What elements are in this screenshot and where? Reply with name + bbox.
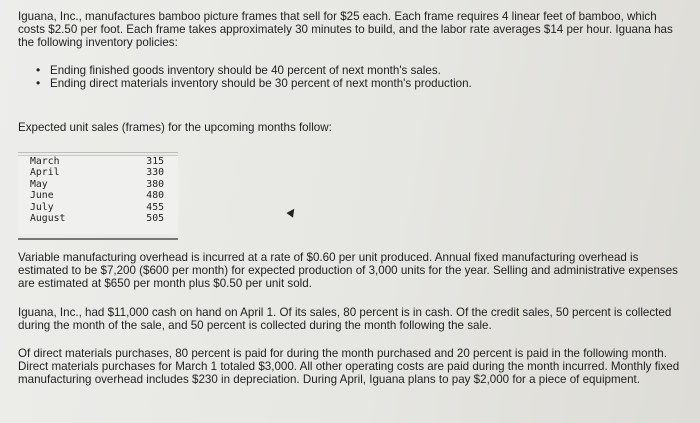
table-row xyxy=(18,190,178,201)
cash-paragraph: Iguana, Inc., had $11,000 cash on hand on April 1. Of its sales, 80 percent is in cash. Of the credit sales, 50 percent is collected during the month of the sale, and 50 percent is collected during the month following the sale. xyxy=(18,306,672,333)
table-row xyxy=(18,167,178,178)
policy-finished-goods: • Ending finished goods inventory should be 40 percent of next month's sales. xyxy=(36,64,472,77)
policy-direct-materials: • Ending direct materials inventory should be 30 percent of next month's production. xyxy=(36,77,472,90)
expected-sales-table xyxy=(18,155,178,234)
table-top-rule xyxy=(18,152,178,153)
inventory-policy-list xyxy=(36,64,472,90)
month-label: March xyxy=(30,156,60,167)
purchases-paragraph: Of direct materials purchases, 80 percent is paid for during the month purchased and 20 percent is paid in the following month. Direct materials purchases for March 1 totaled $3,000. All other operating costs are paid during the month incurred. Monthly fixed manufacturing overhead includes $230 in depreciation. During April, Iguana plans to pay $2,000 for a piece of equipment. xyxy=(18,347,680,387)
table-bottom-rule xyxy=(18,238,178,240)
table-row xyxy=(18,202,178,213)
month-label: July xyxy=(30,201,54,213)
units-value: 315 xyxy=(146,156,164,167)
intro-paragraph: Iguana, Inc., manufactures bamboo picture frames that sell for $25 each. Each frame requires 4 linear feet of bamboo, which costs $2.50 per foot. Each frame takes approximately 30 minutes to build, and the labor rate averages $14 per hour. Iguana has the following inventory policies: xyxy=(18,10,673,50)
units-value: 380 xyxy=(146,178,164,190)
units-value: 330 xyxy=(146,167,164,179)
overhead-paragraph: Variable manufacturing overhead is incurred at a rate of $0.60 per unit produced. Annual fixed manufacturing overhead is estimated to be $7,200 ($600 per month) for expected production of 3,000 units for the year. Selling and administrative expenses are estimated at $650 per month plus $0.50 per unit sold. xyxy=(18,251,678,291)
units-value: 455 xyxy=(146,201,164,213)
month-label: June xyxy=(30,190,54,202)
month-label: April xyxy=(30,167,60,179)
units-value: 505 xyxy=(146,213,164,225)
units-value: 480 xyxy=(146,190,164,202)
mouse-cursor-icon xyxy=(286,206,297,217)
table-row xyxy=(18,156,178,167)
month-label: May xyxy=(30,178,48,190)
month-label: August xyxy=(30,213,66,225)
sales-heading: Expected unit sales (frames) for the upcoming months follow: xyxy=(18,121,332,134)
table-row xyxy=(18,213,178,224)
table-row xyxy=(18,179,178,190)
